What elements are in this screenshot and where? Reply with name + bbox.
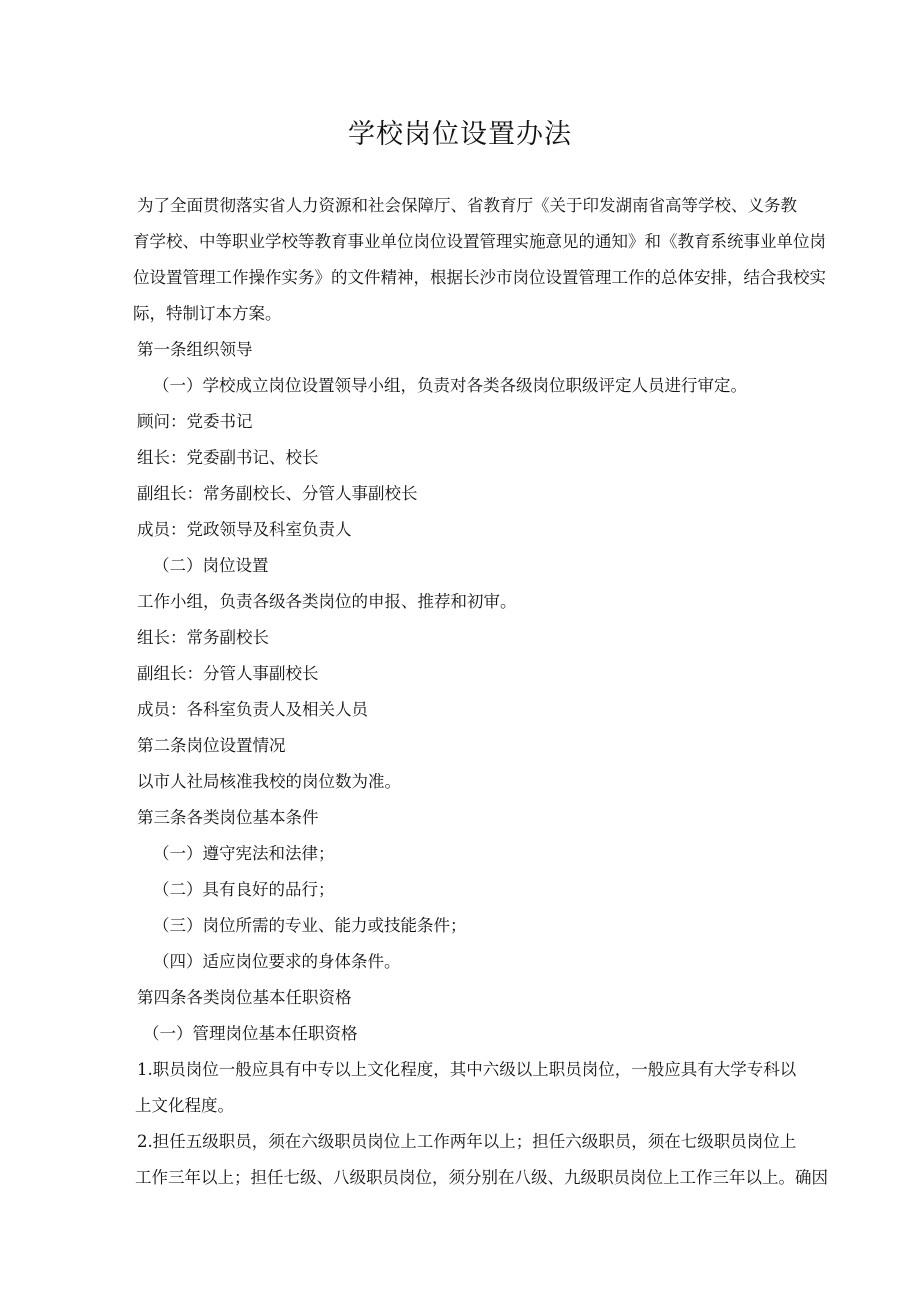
item-2-paragraph xyxy=(137,1124,827,1196)
clause-line: 工作小组，负责各级各类岗位的申报、推荐和初审。 xyxy=(137,592,517,611)
document-body xyxy=(133,188,828,1196)
item-line: 2.担任五级职员，须在六级职员岗位上工作两年以上；担任六级职员，须在七级职员岗位上 xyxy=(137,1132,797,1151)
clause-line: 以市人社局核准我校的岗位数为准。 xyxy=(137,772,401,791)
item-1-paragraph xyxy=(137,1052,827,1124)
clause-line: （三）岗位所需的专业、能力或技能条件； xyxy=(153,916,467,935)
article-heading: 第二条岗位设置情况 xyxy=(137,736,286,755)
document-title: 学校岗位设置办法 xyxy=(348,119,572,150)
clause-line: 顾问：党委书记 xyxy=(137,412,253,431)
clause-line: （一）遵守宪法和法律； xyxy=(153,844,335,863)
clause-line: （四）适应岗位要求的身体条件。 xyxy=(153,952,401,971)
clause-line: （二）岗位设置 xyxy=(153,556,269,575)
intro-line: 际，特制订本方案。 xyxy=(133,304,282,323)
intro-paragraph xyxy=(133,188,827,332)
item-line: 上文化程度。 xyxy=(135,1096,234,1115)
clause-line: （一）管理岗位基本任职资格 xyxy=(143,1024,358,1043)
article-heading: 第三条各类岗位基本条件 xyxy=(137,808,319,827)
clause-line: 成员：党政领导及科室负责人 xyxy=(137,520,352,539)
article-heading: 第四条各类岗位基本任职资格 xyxy=(137,988,352,1007)
clause-line: 组长：常务副校长 xyxy=(137,628,269,647)
article-heading: 第一条组织领导 xyxy=(137,340,253,359)
intro-line: 育学校、中等职业学校等教育事业单位岗位设置管理实施意见的通知》和《教育系统事业单位岗 xyxy=(133,232,826,251)
clause-line: 副组长：常务副校长、分管人事副校长 xyxy=(137,484,418,503)
clause-line: （一）学校成立岗位设置领导小组，负责对各类各级岗位职级评定人员进行审定。 xyxy=(153,376,747,395)
clause-line: （二）具有良好的品行； xyxy=(153,880,335,899)
intro-line: 为了全面贯彻落实省人力资源和社会保障厅、省教育厅《关于印发湖南省高等学校、义务教 xyxy=(137,196,797,215)
intro-line: 位设置管理工作操作实务》的文件精神，根据长沙市岗位设置管理工作的总体安排，结合我校实 xyxy=(133,268,826,287)
item-line: 1.职员岗位一般应具有中专以上文化程度，其中六级以上职员岗位，一般应具有大学专科以 xyxy=(137,1060,797,1079)
clause-line: 组长：党委副书记、校长 xyxy=(137,448,319,467)
clause-line: 副组长：分管人事副校长 xyxy=(137,664,319,683)
item-line: 工作三年以上；担任七级、八级职员岗位，须分别在八级、九级职员岗位上工作三年以上。确因 xyxy=(135,1168,828,1187)
clause-line: 成员：各科室负责人及相关人员 xyxy=(137,700,368,719)
